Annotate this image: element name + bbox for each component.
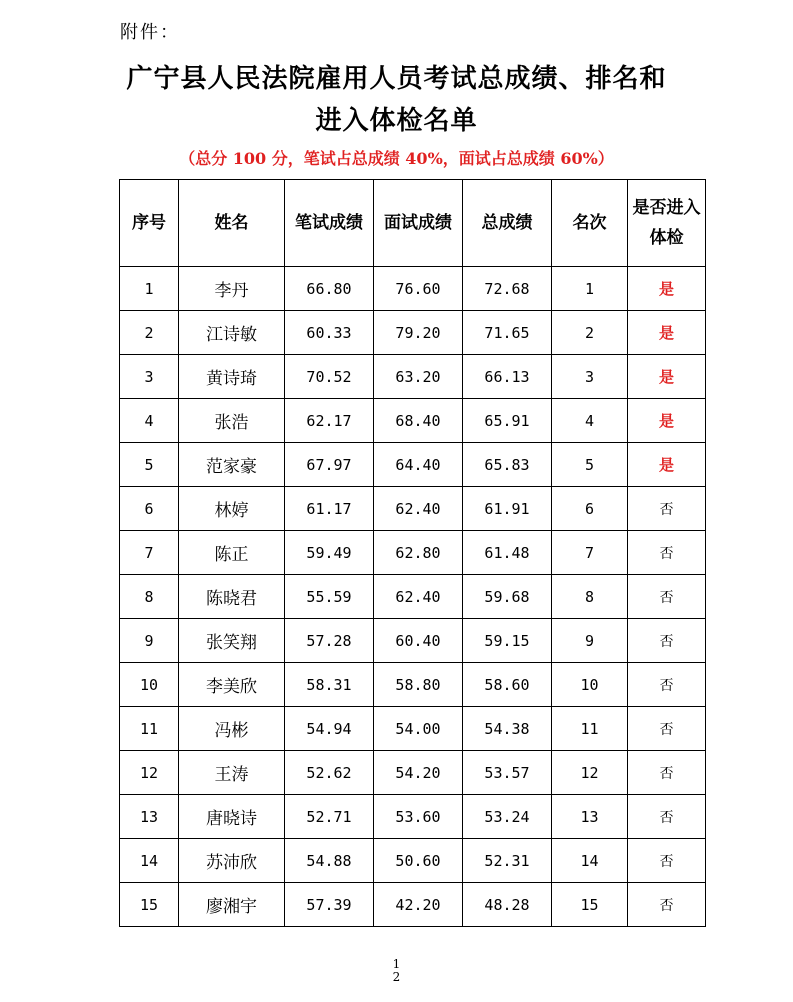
cell-interview: 62.80 (374, 531, 463, 575)
cell-written: 59.49 (285, 531, 374, 575)
cell-rank: 1 (552, 267, 628, 311)
cell-medical: 否 (628, 531, 706, 575)
cell-name: 李丹 (179, 267, 285, 311)
cell-name: 冯彬 (179, 707, 285, 751)
cell-name: 陈正 (179, 531, 285, 575)
cell-total: 59.68 (463, 575, 552, 619)
cell-seq: 10 (120, 663, 179, 707)
page-number (0, 958, 793, 984)
cell-interview: 54.00 (374, 707, 463, 751)
cell-seq: 11 (120, 707, 179, 751)
cell-seq: 7 (120, 531, 179, 575)
cell-seq: 8 (120, 575, 179, 619)
cell-medical: 否 (628, 663, 706, 707)
cell-interview: 60.40 (374, 619, 463, 663)
table-row (120, 443, 706, 487)
cell-written: 60.33 (285, 311, 374, 355)
page-number-bottom: 2 (392, 970, 401, 984)
cell-rank: 3 (552, 355, 628, 399)
header-seq: 序号 (120, 180, 179, 267)
cell-interview: 62.40 (374, 575, 463, 619)
cell-medical: 是 (628, 355, 706, 399)
header-name: 姓名 (179, 180, 285, 267)
cell-written: 54.94 (285, 707, 374, 751)
table-row (120, 399, 706, 443)
cell-rank: 13 (552, 795, 628, 839)
cell-medical: 否 (628, 839, 706, 883)
cell-name: 黄诗琦 (179, 355, 285, 399)
cell-name: 张浩 (179, 399, 285, 443)
header-interview: 面试成绩 (374, 180, 463, 267)
cell-total: 58.60 (463, 663, 552, 707)
cell-written: 57.39 (285, 883, 374, 927)
table-row (120, 311, 706, 355)
table-row (120, 751, 706, 795)
cell-name: 苏沛欣 (179, 839, 285, 883)
cell-seq: 9 (120, 619, 179, 663)
cell-rank: 7 (552, 531, 628, 575)
cell-interview: 53.60 (374, 795, 463, 839)
cell-total: 53.24 (463, 795, 552, 839)
cell-name: 张笑翔 (179, 619, 285, 663)
cell-total: 65.91 (463, 399, 552, 443)
cell-name: 廖湘宇 (179, 883, 285, 927)
document-title-line2: 进入体检名单 (315, 106, 478, 136)
header-rank: 名次 (552, 180, 628, 267)
table-body (120, 267, 706, 927)
cell-written: 61.17 (285, 487, 374, 531)
page-number-top: 1 (392, 957, 401, 971)
cell-name: 李美欣 (179, 663, 285, 707)
cell-written: 70.52 (285, 355, 374, 399)
cell-rank: 6 (552, 487, 628, 531)
table-row (120, 883, 706, 927)
cell-total: 59.15 (463, 619, 552, 663)
cell-rank: 11 (552, 707, 628, 751)
cell-interview: 42.20 (374, 883, 463, 927)
cell-interview: 64.40 (374, 443, 463, 487)
header-written: 笔试成绩 (285, 180, 374, 267)
cell-seq: 6 (120, 487, 179, 531)
cell-rank: 12 (552, 751, 628, 795)
table-row (120, 663, 706, 707)
table-row (120, 795, 706, 839)
table-row (120, 531, 706, 575)
table-row (120, 267, 706, 311)
cell-total: 61.48 (463, 531, 552, 575)
table-row (120, 487, 706, 531)
cell-written: 57.28 (285, 619, 374, 663)
cell-written: 58.31 (285, 663, 374, 707)
cell-interview: 62.40 (374, 487, 463, 531)
cell-interview: 76.60 (374, 267, 463, 311)
cell-total: 52.31 (463, 839, 552, 883)
document-title-line1: 广宁县人民法院雇用人员考试总成绩、排名和 (126, 64, 667, 94)
cell-total: 65.83 (463, 443, 552, 487)
attachment-label: 附件： (120, 22, 180, 43)
cell-medical: 否 (628, 795, 706, 839)
cell-medical: 否 (628, 751, 706, 795)
cell-medical: 否 (628, 575, 706, 619)
cell-total: 61.91 (463, 487, 552, 531)
cell-medical: 否 (628, 619, 706, 663)
cell-seq: 12 (120, 751, 179, 795)
header-row (120, 180, 706, 267)
table-row (120, 575, 706, 619)
cell-written: 55.59 (285, 575, 374, 619)
cell-written: 67.97 (285, 443, 374, 487)
cell-interview: 79.20 (374, 311, 463, 355)
cell-written: 62.17 (285, 399, 374, 443)
cell-name: 王涛 (179, 751, 285, 795)
cell-interview: 58.80 (374, 663, 463, 707)
cell-total: 71.65 (463, 311, 552, 355)
cell-seq: 14 (120, 839, 179, 883)
cell-medical: 否 (628, 883, 706, 927)
cell-rank: 15 (552, 883, 628, 927)
header-medical-line1: 是否进入 (632, 198, 701, 218)
cell-total: 72.68 (463, 267, 552, 311)
score-weighting-note: （总分 100 分，笔试占总成绩 40%，面试占总成绩 60%） (179, 149, 614, 168)
cell-medical: 是 (628, 399, 706, 443)
cell-name: 陈晓君 (179, 575, 285, 619)
cell-medical: 是 (628, 311, 706, 355)
cell-written: 54.88 (285, 839, 374, 883)
cell-name: 范家豪 (179, 443, 285, 487)
cell-medical: 否 (628, 707, 706, 751)
cell-seq: 2 (120, 311, 179, 355)
cell-written: 52.62 (285, 751, 374, 795)
cell-seq: 5 (120, 443, 179, 487)
cell-name: 江诗敏 (179, 311, 285, 355)
table-row (120, 355, 706, 399)
header-total: 总成绩 (463, 180, 552, 267)
cell-medical: 是 (628, 443, 706, 487)
results-table (119, 179, 706, 927)
cell-seq: 13 (120, 795, 179, 839)
cell-medical: 是 (628, 267, 706, 311)
cell-interview: 54.20 (374, 751, 463, 795)
cell-total: 53.57 (463, 751, 552, 795)
cell-interview: 63.20 (374, 355, 463, 399)
cell-name: 唐晓诗 (179, 795, 285, 839)
cell-total: 66.13 (463, 355, 552, 399)
cell-rank: 9 (552, 619, 628, 663)
cell-rank: 5 (552, 443, 628, 487)
cell-seq: 1 (120, 267, 179, 311)
table-row (120, 839, 706, 883)
cell-written: 66.80 (285, 267, 374, 311)
cell-written: 52.71 (285, 795, 374, 839)
cell-rank: 4 (552, 399, 628, 443)
header-medical (628, 180, 706, 267)
cell-name: 林婷 (179, 487, 285, 531)
cell-seq: 15 (120, 883, 179, 927)
table-row (120, 707, 706, 751)
cell-interview: 50.60 (374, 839, 463, 883)
cell-rank: 8 (552, 575, 628, 619)
cell-total: 48.28 (463, 883, 552, 927)
table-row (120, 619, 706, 663)
cell-rank: 2 (552, 311, 628, 355)
cell-total: 54.38 (463, 707, 552, 751)
cell-rank: 10 (552, 663, 628, 707)
header-medical-line2: 体检 (649, 228, 684, 248)
cell-medical: 否 (628, 487, 706, 531)
cell-seq: 4 (120, 399, 179, 443)
cell-seq: 3 (120, 355, 179, 399)
cell-rank: 14 (552, 839, 628, 883)
cell-interview: 68.40 (374, 399, 463, 443)
